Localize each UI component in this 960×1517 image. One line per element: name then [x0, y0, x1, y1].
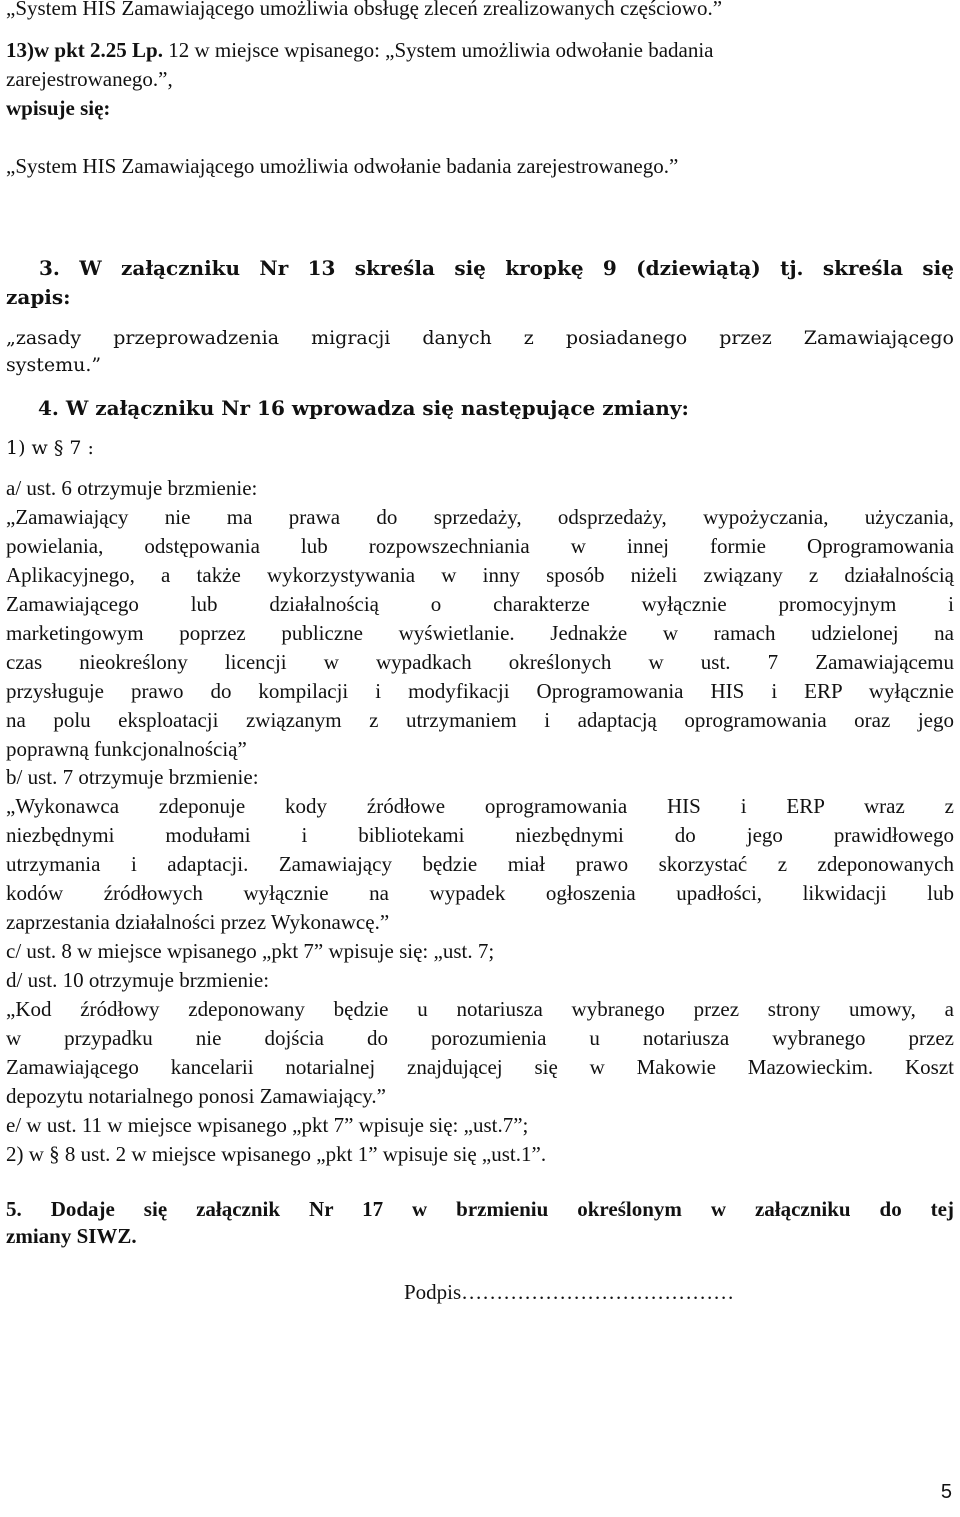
text-line: 2) w § 8 ust. 2 w miejsce wpisanego „pkt 1” wpisuje się „ust.1”.	[6, 1142, 547, 1166]
text-line: Zamawiającego kancelarii notarialnej znajdującej się w Makowie Mazowieckim. Koszt	[6, 1055, 954, 1079]
text-line: niezbędnymi modułami i bibliotekami niezbędnymi do jego prawidłowego	[6, 823, 954, 847]
text-line: poprawną funkcjonalnością”	[6, 737, 247, 761]
paragraph-label: 1) w § 7 :	[6, 437, 94, 459]
text-line: d/ ust. 10 otrzymuje brzmienie:	[6, 968, 270, 992]
section-heading-4: 4. W załączniku Nr 16 wprowadza się następujące zmiany:	[38, 396, 689, 420]
text-line: w przypadku nie dojścia do porozumienia u notariusza wybranego przez	[6, 1026, 954, 1050]
quoted-text: „zasady przeprowadzenia migracji danych z posiadanego przez Zamawiającego	[6, 327, 954, 349]
text-line: Zamawiającego lub działalnością o charakterze wyłącznie promocyjnym i	[6, 592, 954, 616]
text-line: powielania, odstępowania lub rozpowszechniania w innej formie Oprogramowania	[6, 534, 954, 558]
amendment-13	[6, 36, 954, 65]
amendment-13-label: 13)w pkt 2.25 Lp.	[6, 38, 163, 62]
text-line: czas nieokreślony licencji w wypadkach określonych w ust. 7 Zamawiającemu	[6, 650, 954, 674]
text-line: przysługuje prawo do kompilacji i modyfikacji Oprogramowania HIS i ERP wyłącznie	[6, 679, 954, 703]
quoted-text: „System HIS Zamawiającego umożliwia obsługę zleceń zrealizowanych częściowo.”	[6, 0, 723, 20]
text-line: zarejestrowanego.”,	[6, 67, 173, 91]
text-line: e/ w ust. 11 w miejsce wpisanego „pkt 7” wpisuje się: „ust.7”;	[6, 1113, 529, 1137]
text-line: marketingowym poprzez publiczne wyświetlanie. Jednakże w ramach udzielonej na	[6, 621, 954, 645]
text-line: systemu.”	[6, 354, 102, 376]
text-line: utrzymania i adaptacji. Zamawiający będzie miał prawo skorzystać z zdeponowanych	[6, 852, 954, 876]
signature-line: Podpis…………………………………	[404, 1280, 735, 1304]
text-line: Aplikacyjnego, a także wykorzystywania w inny sposób niżeli związany z działalnością	[6, 563, 954, 587]
amendment-13-text: 12 w miejsce wpisanego: „System umożliwia odwołanie badania	[162, 38, 714, 62]
page-number: 5	[940, 1481, 952, 1503]
section-heading-3-cont: zapis:	[6, 285, 71, 309]
text-line: a/ ust. 6 otrzymuje brzmienie:	[6, 476, 258, 500]
text-line: „Kod źródłowy zdeponowany będzie u notariusza wybranego przez strony umowy, a	[6, 997, 954, 1021]
text-line: kodów źródłowych wyłącznie na wypadek ogłoszenia upadłości, likwidacji lub	[6, 881, 954, 905]
section-heading-5-cont: zmiany SIWZ.	[6, 1224, 137, 1248]
text-line: depozytu notarialnego ponosi Zamawiający.”	[6, 1084, 386, 1108]
text-line: c/ ust. 8 w miejsce wpisanego „pkt 7” wpisuje się: „ust. 7;	[6, 939, 495, 963]
text-line: b/ ust. 7 otrzymuje brzmienie:	[6, 765, 259, 789]
text-line: zaprzestania działalności przez Wykonawcę.”	[6, 910, 390, 934]
quoted-text: „System HIS Zamawiającego umożliwia odwołanie badania zarejestrowanego.”	[6, 154, 679, 178]
text-line: na polu eksploatacji związanym z utrzymaniem i adaptacją oprogramowania oraz jego	[6, 708, 954, 732]
text-line: „Wykonawca zdeponuje kody źródłowe oprogramowania HIS i ERP wraz z	[6, 794, 954, 818]
insert-label: wpisuje się:	[6, 96, 111, 120]
text-line: „Zamawiający nie ma prawa do sprzedaży, odsprzedaży, wypożyczania, użyczania,	[6, 505, 954, 529]
section-heading-3: 3. W załączniku Nr 13 skreśla się kropkę 9 (dziewiątą) tj. skreśla się	[39, 256, 954, 280]
section-heading-5: 5. Dodaje się załącznik Nr 17 w brzmieniu określonym w załączniku do tej	[6, 1197, 954, 1221]
